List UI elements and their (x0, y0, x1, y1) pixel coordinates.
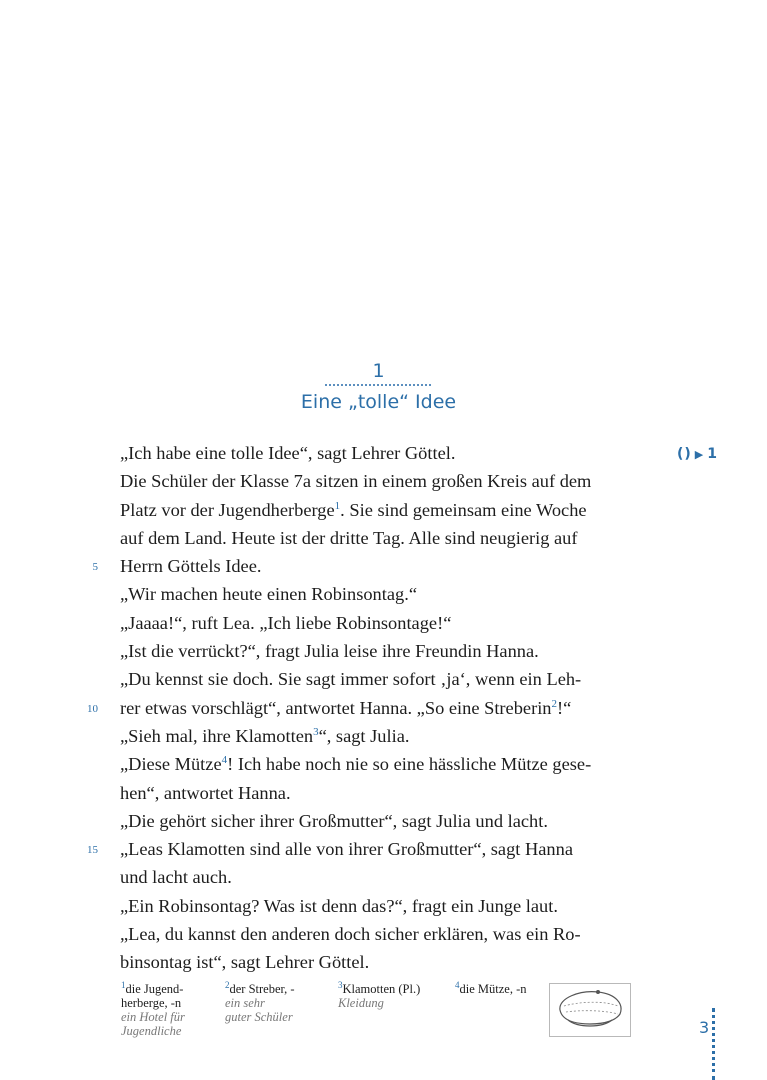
text-line: Die Schüler der Klasse 7a sitzen in einem großen Kreis auf dem (120, 471, 592, 492)
text-line: 5 Herrn Göttels Idee. (120, 552, 640, 580)
play-icon: ▶ (694, 447, 705, 461)
chapter-title: Eine „tolle“ Idee (300, 391, 457, 413)
text-line: „Ich habe eine tolle Idee“, sagt Lehrer Göttel. (120, 443, 456, 463)
audio-track-marker[interactable] (677, 446, 718, 462)
footnote-4: $^4$die Mütze, -n (455, 979, 527, 996)
chapter-number: 1 (372, 360, 385, 382)
footnote-2: $^2$der Streber, - ein sehr guter Schüler (225, 979, 295, 1024)
line-number: 5 (92, 561, 98, 574)
text-line: „Ist die verrückt?“, fragt Julia leise ihre Freundin Hanna. (120, 641, 539, 662)
story-text (87, 439, 640, 977)
footnote-ref[interactable]: 1 (334, 499, 341, 512)
text-line: „Ein Robinsontag? Was ist denn das?“, fragt ein Junge laut. (120, 895, 558, 916)
text-line: „Lea, du kannst den anderen doch sicher erklären, was ein Ro- (120, 924, 581, 945)
footnote-3: $^3$Klamotten (Pl.) Kleidung (338, 979, 421, 1010)
footnote-ref[interactable]: 2 (551, 697, 558, 710)
footnote-ref[interactable]: 4 (221, 754, 228, 767)
hat-icon (550, 984, 630, 1036)
chapter-divider (325, 384, 431, 386)
audio-track-number: 1 (707, 446, 719, 462)
line-number: 15 (87, 844, 98, 857)
text-line: 15 „Leas Klamotten sind alle von ihrer Großmutter“, sagt Hanna (120, 835, 640, 863)
text-line: hen“, antwortet Hanna. (120, 782, 291, 803)
audio-cd-icon: () (677, 446, 692, 462)
text-line: auf dem Land. Heute ist der dritte Tag. Alle sind neugierig auf (120, 527, 578, 548)
page-edge-marker (712, 1008, 715, 1080)
text-line: „Diese Mütze$^4$! Ich habe noch nie so eine hässliche Mütze gese- (120, 754, 592, 775)
text-line: „Die gehört sicher ihrer Großmutter“, sagt Julia und lacht. (120, 810, 548, 831)
page-number: 3 (699, 1018, 710, 1037)
text-line: „Sieh mal, ihre Klamotten$^3$“, sagt Julia. (120, 725, 410, 746)
line-number: 10 (87, 702, 98, 715)
hat-illustration (549, 983, 631, 1037)
text-line: „Jaaaa!“, ruft Lea. „Ich liebe Robinsontage!“ (120, 612, 452, 633)
footnote-ref[interactable]: 3 (313, 725, 319, 738)
text-line: „Du kennst sie doch. Sie sagt immer sofort ‚ja‘, wenn ein Leh- (120, 669, 582, 690)
footnote-1: $^1$die Jugend- herberge, -n ein Hotel für Jugendliche (121, 979, 185, 1038)
text-line: binsontag ist“, sagt Lehrer Göttel. (120, 952, 370, 973)
text-line: 10 rer etwas vorschlägt“, antwortet Hanna. „So eine Streberin$^2$!“ (120, 694, 640, 722)
text-line: „Wir machen heute einen Robinsontag.“ (120, 584, 417, 605)
text-line: und lacht auch. (120, 867, 232, 888)
text-line: Platz vor der Jugendherberge$^1$. Sie sind gemeinsam eine Woche (120, 499, 587, 520)
